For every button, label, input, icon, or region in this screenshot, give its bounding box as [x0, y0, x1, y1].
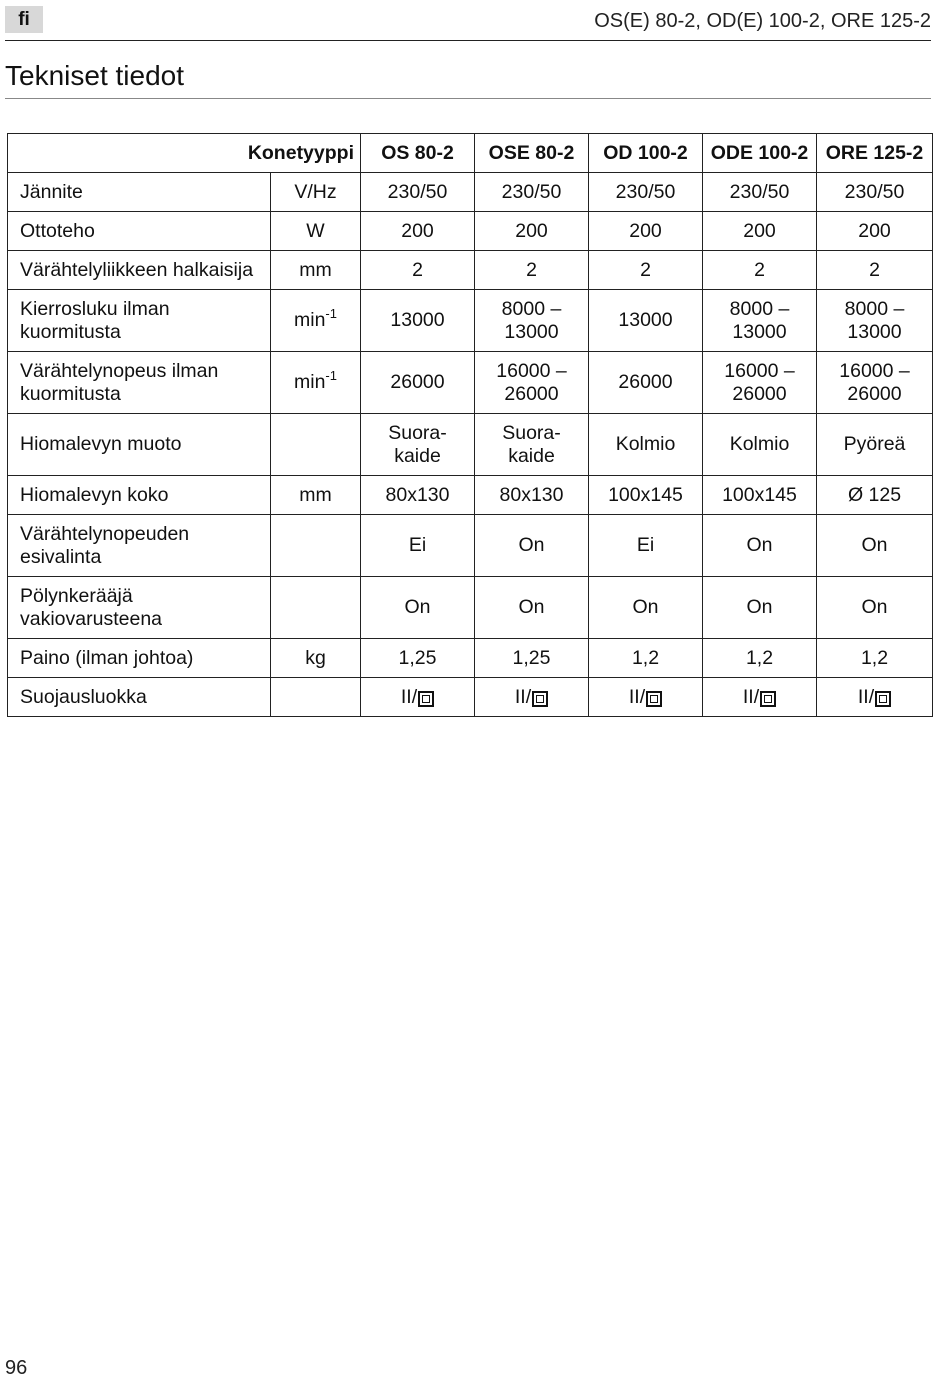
row-unit	[271, 352, 361, 414]
protection-class-text: II/	[514, 685, 532, 708]
value-line: Suora-	[388, 421, 447, 444]
row-label-line: vakiovarusteena	[20, 607, 163, 630]
value-cell	[703, 173, 817, 212]
row-label-line: Kierrosluku ilman	[20, 297, 170, 320]
protection-class-text: II/	[628, 685, 646, 708]
value-cell	[475, 251, 589, 290]
unit-text: V/Hz	[294, 180, 337, 203]
value-line: On	[632, 596, 659, 618]
double-insulation-icon	[646, 691, 662, 707]
value-cell	[703, 290, 817, 352]
table-row	[8, 290, 933, 352]
value-line: 26000	[847, 382, 902, 405]
unit-text: min	[294, 309, 326, 331]
row-label	[8, 476, 271, 515]
value-cell	[703, 251, 817, 290]
value-line: On	[861, 534, 888, 556]
row-label-line: Hiomalevyn koko	[20, 483, 169, 506]
value-line: 16000 –	[839, 359, 910, 382]
protection-class	[858, 686, 891, 709]
row-label	[8, 515, 271, 577]
value-cell	[475, 678, 589, 717]
value-cell	[703, 476, 817, 515]
protection-class-text: II/	[742, 685, 760, 708]
double-insulation-icon	[760, 691, 776, 707]
value-line: 80x130	[499, 483, 564, 506]
value-line: Kolmio	[729, 433, 790, 455]
value-line: kaide	[394, 444, 441, 467]
value-cell	[589, 212, 703, 251]
row-unit	[271, 678, 361, 717]
column-header: ORE 125-2	[817, 134, 933, 173]
value-cell	[703, 515, 817, 577]
value-line: 26000	[618, 371, 673, 393]
value-cell	[817, 476, 933, 515]
value-line: 200	[858, 219, 891, 242]
value-cell	[361, 515, 475, 577]
value-line: 100x145	[722, 483, 797, 506]
row-unit	[271, 173, 361, 212]
value-cell	[361, 251, 475, 290]
value-line: 26000	[732, 382, 787, 405]
value-cell	[361, 414, 475, 476]
row-label	[8, 639, 271, 678]
row-label-line: kuormitusta	[20, 382, 121, 405]
row-label	[8, 577, 271, 639]
value-cell	[361, 352, 475, 414]
row-label	[8, 352, 271, 414]
value-cell	[817, 639, 933, 678]
row-label	[8, 212, 271, 251]
row-label	[8, 678, 271, 717]
table-row	[8, 352, 933, 414]
model-list: OS(E) 80-2, OD(E) 100-2, ORE 125-2	[594, 10, 931, 32]
value-line: On	[746, 534, 773, 556]
spec-table	[7, 133, 933, 717]
value-cell	[703, 639, 817, 678]
value-line: On	[404, 596, 431, 618]
value-cell	[475, 577, 589, 639]
value-line: 2	[412, 258, 423, 281]
table-row	[8, 678, 933, 717]
value-line: 2	[526, 258, 537, 281]
value-cell	[817, 414, 933, 476]
value-line: 230/50	[844, 180, 905, 203]
value-line: 2	[754, 258, 765, 281]
table-row	[8, 251, 933, 290]
row-label-line: Värähtelynopeuden	[20, 522, 190, 545]
row-label-line: esivalinta	[20, 545, 102, 568]
value-line: 16000 –	[496, 359, 567, 382]
row-unit	[271, 251, 361, 290]
value-line: 200	[629, 219, 662, 242]
value-line: 200	[743, 219, 776, 242]
value-cell	[475, 173, 589, 212]
row-label-line: kuormitusta	[20, 320, 121, 343]
value-line: Ei	[408, 534, 427, 556]
value-cell	[817, 251, 933, 290]
value-cell	[589, 515, 703, 577]
value-line: 13000	[390, 309, 445, 331]
page-title: Tekniset tiedot	[5, 60, 184, 91]
value-line: 100x145	[608, 483, 683, 506]
value-line: 13000	[618, 309, 673, 331]
value-line: 8000 –	[501, 297, 562, 320]
table-row	[8, 212, 933, 251]
table-row	[8, 414, 933, 476]
value-cell	[361, 173, 475, 212]
row-unit	[271, 639, 361, 678]
row-label	[8, 290, 271, 352]
table-row	[8, 639, 933, 678]
row-label-line: Jännite	[20, 180, 83, 203]
unit-text: mm	[299, 258, 332, 281]
value-line: On	[518, 534, 545, 556]
page-number: 96	[5, 1357, 28, 1379]
row-label-line: Värähtelynopeus ilman	[20, 359, 219, 382]
value-cell	[589, 577, 703, 639]
value-line: Ei	[636, 534, 655, 556]
column-header: OSE 80-2	[475, 134, 589, 173]
row-unit	[271, 212, 361, 251]
value-line: 230/50	[501, 180, 562, 203]
value-line: 1,2	[860, 646, 889, 669]
protection-class	[743, 686, 776, 709]
value-line: 1,2	[631, 646, 660, 669]
protection-class	[629, 686, 662, 709]
value-line: 8000 –	[729, 297, 790, 320]
row-label	[8, 251, 271, 290]
value-line: On	[518, 596, 545, 618]
value-cell	[817, 678, 933, 717]
value-line: 26000	[390, 371, 445, 393]
value-line: 16000 –	[724, 359, 795, 382]
row-unit	[271, 476, 361, 515]
value-cell	[361, 678, 475, 717]
row-label	[8, 173, 271, 212]
table-body	[8, 173, 933, 717]
language-badge: fi	[5, 6, 43, 33]
row-unit	[271, 515, 361, 577]
value-line: 200	[401, 219, 434, 242]
unit-text: kg	[305, 646, 326, 669]
value-line: Suora-	[502, 421, 561, 444]
value-line: On	[861, 596, 888, 618]
value-line: On	[746, 596, 773, 618]
value-line: 13000	[732, 320, 787, 343]
value-cell	[817, 515, 933, 577]
value-cell	[703, 577, 817, 639]
value-line: 1,2	[745, 646, 774, 669]
header-rule	[5, 40, 931, 41]
value-cell	[475, 476, 589, 515]
value-line: 26000	[504, 382, 559, 405]
column-header: ODE 100-2	[703, 134, 817, 173]
protection-class	[515, 686, 548, 709]
value-cell	[361, 290, 475, 352]
value-cell	[817, 290, 933, 352]
unit-exponent: -1	[325, 305, 337, 321]
value-line: 230/50	[387, 180, 448, 203]
value-cell	[361, 476, 475, 515]
value-line: 2	[869, 258, 880, 281]
value-cell	[475, 352, 589, 414]
value-cell	[703, 212, 817, 251]
value-line: 8000 –	[844, 297, 905, 320]
value-cell	[589, 476, 703, 515]
row-label-line: Pölynkerääjä	[20, 584, 133, 607]
row-label-line: Värähtelyliikkeen halkaisija	[20, 258, 254, 281]
value-line: 80x130	[385, 483, 450, 506]
unit-text: mm	[299, 483, 332, 506]
value-line: 1,25	[398, 646, 437, 669]
value-cell	[817, 173, 933, 212]
value-line: Pyöreä	[843, 433, 906, 455]
double-insulation-icon	[532, 691, 548, 707]
value-line: Ø 125	[847, 483, 902, 506]
value-cell	[589, 414, 703, 476]
value-cell	[475, 290, 589, 352]
value-cell	[817, 212, 933, 251]
table-row	[8, 476, 933, 515]
value-line: 13000	[504, 320, 559, 343]
value-cell	[361, 577, 475, 639]
table-row	[8, 515, 933, 577]
row-label	[8, 414, 271, 476]
value-line: 2	[640, 258, 651, 281]
title-rule	[5, 98, 931, 99]
value-cell	[475, 414, 589, 476]
protection-class	[401, 686, 434, 709]
value-cell	[589, 173, 703, 212]
value-line: 230/50	[729, 180, 790, 203]
value-line: Kolmio	[615, 433, 676, 455]
column-header: OS 80-2	[361, 134, 475, 173]
value-line: 230/50	[615, 180, 676, 203]
column-header: OD 100-2	[589, 134, 703, 173]
value-line: 13000	[847, 320, 902, 343]
value-line: 200	[515, 219, 548, 242]
value-cell	[361, 639, 475, 678]
unit-exponent: -1	[325, 367, 337, 383]
protection-class-text: II/	[400, 685, 418, 708]
value-cell	[817, 352, 933, 414]
value-cell	[589, 639, 703, 678]
row-unit	[271, 414, 361, 476]
protection-class-text: II/	[857, 685, 875, 708]
value-cell	[589, 352, 703, 414]
row-label-line: Hiomalevyn muoto	[20, 433, 182, 455]
value-cell	[475, 515, 589, 577]
value-cell	[703, 678, 817, 717]
row-label-line: Suojausluokka	[20, 685, 147, 708]
table-row	[8, 173, 933, 212]
row-unit	[271, 577, 361, 639]
row-label-line: Ottoteho	[20, 219, 95, 242]
unit-text: min	[294, 371, 326, 393]
table-header-row	[8, 134, 933, 173]
value-cell	[817, 577, 933, 639]
double-insulation-icon	[875, 691, 891, 707]
value-cell	[475, 639, 589, 678]
value-cell	[589, 251, 703, 290]
value-line: 1,25	[512, 646, 551, 669]
value-cell	[589, 290, 703, 352]
table-row	[8, 577, 933, 639]
machine-type-label: Konetyyppi	[8, 134, 361, 173]
value-cell	[361, 212, 475, 251]
value-cell	[703, 414, 817, 476]
unit-text: W	[306, 219, 325, 242]
value-line: kaide	[508, 444, 555, 467]
row-unit	[271, 290, 361, 352]
row-label-line: Paino (ilman johtoa)	[20, 646, 194, 669]
value-cell	[703, 352, 817, 414]
value-cell	[589, 678, 703, 717]
value-cell	[475, 212, 589, 251]
double-insulation-icon	[418, 691, 434, 707]
